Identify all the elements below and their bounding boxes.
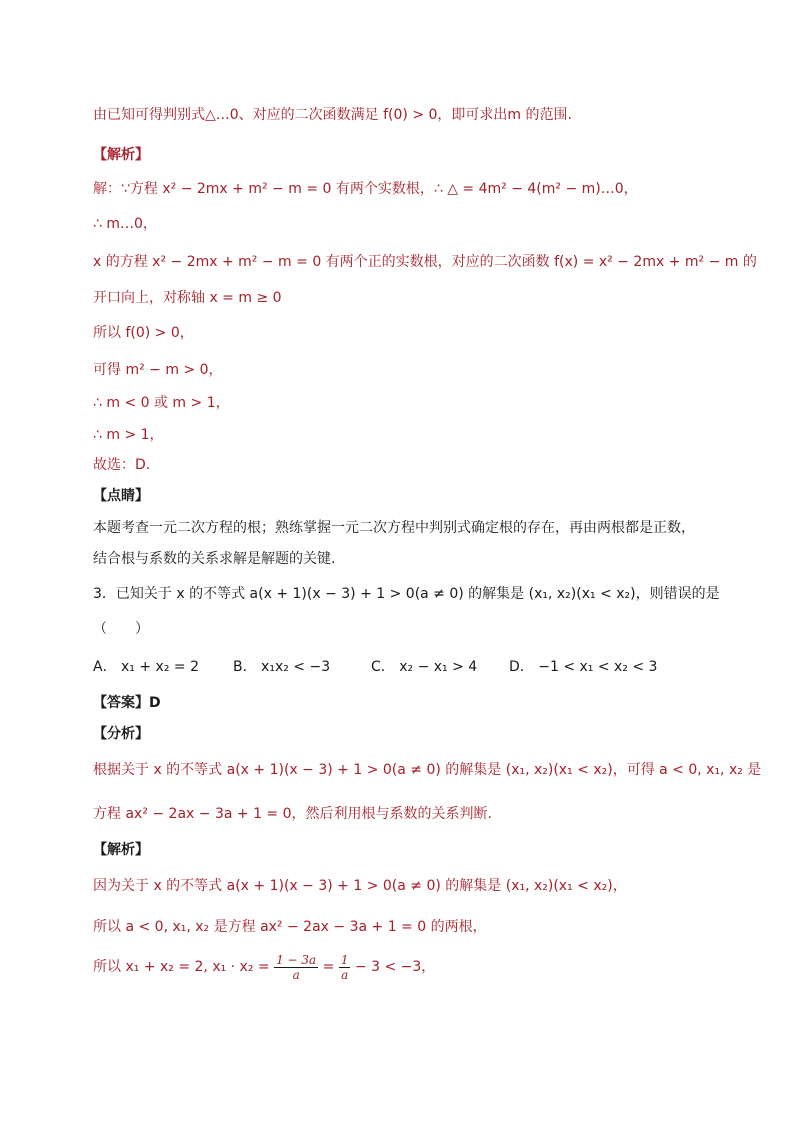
section-heading-solution: 【解析】 <box>93 147 149 163</box>
section-heading-solution: 【解析】 <box>93 842 149 858</box>
analysis-line: 方程 ax² − 2ax − 3a + 1 = 0，然后利用根与系数的关系判断. <box>93 806 492 822</box>
fraction-numerator: 1 − 3a <box>276 952 317 967</box>
solution-line: ∴ m…0， <box>93 216 157 232</box>
solution-line: ∴ m > 1， <box>93 427 164 443</box>
solution-line: 所以 a < 0, x₁, x₂ 是方程 ax² − 2ax − 3a + 1 = 0 的两根， <box>93 919 487 935</box>
comment-line: 本题考查一元二次方程的根；熟练掌握一元二次方程中判别式确定根的存在，再由两根都是正数， <box>93 520 695 536</box>
question-3-stem: 3．已知关于 x 的不等式 a(x + 1)(x − 3) + 1 > 0(a ≠ 0) 的解集是 (x₁, x₂)(x₁ < x₂)，则错误的是 <box>93 586 720 602</box>
solution-line: x 的方程 x² − 2mx + m² − m = 0 有两个正的实数根，对应的二次函数 f(x) = x² − 2mx + m² − m 的 <box>93 254 757 270</box>
fraction-reciprocal <box>339 953 351 982</box>
fraction-product <box>274 953 318 982</box>
option-d: D． −1 < x₁ < x₂ < 3 <box>509 659 658 675</box>
solution-fraction-line <box>93 950 435 984</box>
comment-line: 结合根与系数的关系求解是解题的关键. <box>93 551 336 567</box>
question-3-blank: （ ） <box>93 621 149 637</box>
solution-line: 所以 f(0) > 0， <box>93 325 194 341</box>
analysis-summary-line: 由已知可得判别式△…0、对应的二次函数满足 f(0) > 0，即可求出m 的范围. <box>93 107 572 123</box>
solution-line: 故选：D． <box>93 457 160 473</box>
fraction-denominator: a <box>292 967 300 982</box>
option-c: C． x₂ − x₁ > 4 <box>371 659 478 675</box>
section-heading-analysis: 【分析】 <box>93 726 149 742</box>
equals-sign: = <box>322 959 335 975</box>
fraction-denominator: a <box>341 967 349 982</box>
analysis-line: 根据关于 x 的不等式 a(x + 1)(x − 3) + 1 > 0(a ≠ 0) 的解集是 (x₁, x₂)(x₁ < x₂)，可得 a < 0, x₁, x₂ 是 <box>93 762 762 778</box>
answer-line: 【答案】D <box>93 695 161 711</box>
solution-line: 开口向上，对称轴 x = m ≥ 0 <box>93 290 282 306</box>
solution-line: 因为关于 x 的不等式 a(x + 1)(x − 3) + 1 > 0(a ≠ 0) 的解集是 (x₁, x₂)(x₁ < x₂)， <box>93 878 627 894</box>
section-heading-comment: 【点睛】 <box>93 488 149 504</box>
fraction-line-suffix: − 3 < −3， <box>354 959 436 975</box>
solution-line: 可得 m² − m > 0， <box>93 362 223 378</box>
solution-line: ∴ m < 0 或 m > 1， <box>93 395 230 411</box>
fraction-numerator: 1 <box>340 952 349 967</box>
fraction-line-prefix: 所以 x₁ + x₂ = 2, x₁ · x₂ = <box>93 959 270 975</box>
solution-line: 解：∵方程 x² − 2mx + m² − m = 0 有两个实数根，∴ △ = 4m² − 4(m² − m)…0， <box>93 181 638 197</box>
option-a: A． x₁ + x₂ = 2 <box>93 659 199 675</box>
option-b: B． x₁x₂ < −3 <box>233 659 331 675</box>
